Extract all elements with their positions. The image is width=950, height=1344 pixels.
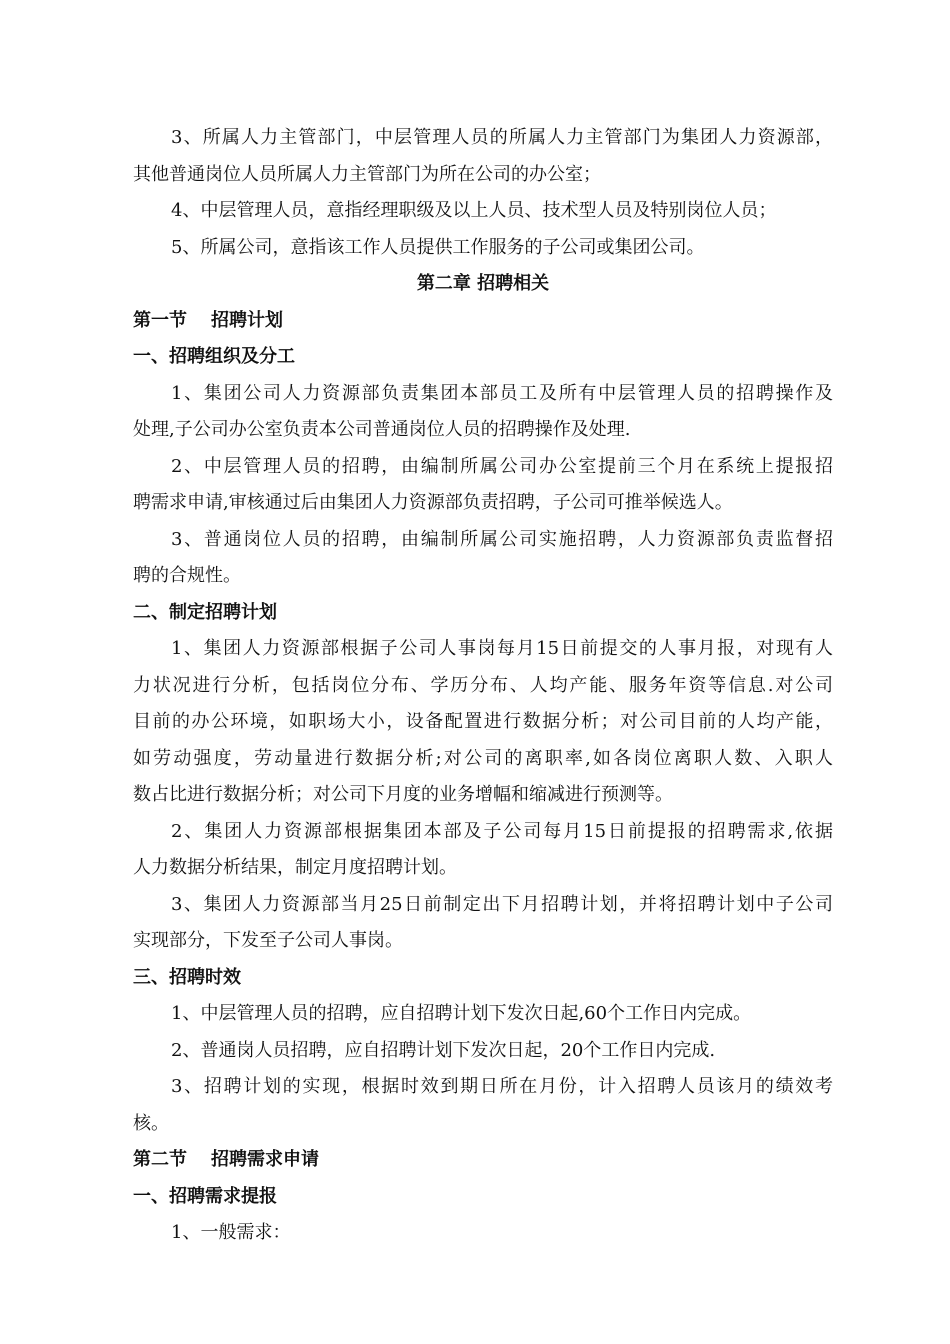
paragraph-line: 4、中层管理人员，意指经理职级及以上人员、技术型人员及特别岗位人员； [171,200,777,221]
paragraph-line: 处理,子公司办公室负责本公司普通岗位人员的招聘操作及处理. [133,419,631,440]
paragraph-line: 人力数据分析结果，制定月度招聘计划。 [133,857,457,878]
section-heading [133,1142,833,1179]
paragraph-line: 聘的合规性。 [133,565,241,586]
paragraph-line: 3、普通岗位人员的招聘，由编制所属公司实施招聘，人力资源部负责监督招 [171,528,833,550]
subsection-heading: 二、制定招聘计划 [133,601,277,623]
paragraph-line: 聘需求申请,审核通过后由集团人力资源部负责招聘，子公司可推举候选人。 [133,492,733,513]
document-body [133,120,833,1252]
paragraph-line: 1、中层管理人员的招聘，应自招聘计划下发次日起,60个工作日内完成。 [171,1003,752,1024]
paragraph-line: 1、一般需求： [171,1222,291,1243]
section-number: 第一节 [133,309,187,331]
paragraph-line: 2、普通岗人员招聘，应自招聘计划下发次日起，20个工作日内完成. [171,1039,716,1061]
paragraph-line: 其他普通岗位人员所属人力主管部门为所在公司的办公室； [133,163,601,185]
section-heading [133,303,833,340]
paragraph-line: 2、中层管理人员的招聘，由编制所属公司办公室提前三个月在系统上提报招 [171,455,833,477]
chapter-title: 第二章 招聘相关 [416,273,550,294]
paragraph-line: 力状况进行分析，包括岗位分布、学历分布、人均产能、服务年资等信息.对公司 [133,674,833,696]
paragraph-line: 2、集团人力资源部根据集团本部及子公司每月15日前提报的招聘需求,依据 [171,820,833,842]
subsection-heading: 一、招聘需求提报 [133,1185,277,1207]
paragraph-line: 目前的办公环境，如职场大小，设备配置进行数据分析；对公司目前的人均产能， [133,711,833,732]
section-title: 招聘需求申请 [211,1149,319,1170]
section-number: 第二节 [133,1149,187,1170]
paragraph-line: 核。 [133,1112,169,1134]
subsection-heading: 一、招聘组织及分工 [133,346,295,367]
paragraph-line: 数占比进行数据分析；对公司下月度的业务增幅和缩减进行预测等。 [133,784,673,805]
paragraph-line: 3、集团人力资源部当月25日前制定出下月招聘计划，并将招聘计划中子公司 [171,893,833,915]
paragraph-line: 1、集团公司人力资源部负责集团本部员工及所有中层管理人员的招聘操作及 [171,382,833,404]
paragraph-line: 3、招聘计划的实现，根据时效到期日所在月份，计入招聘人员该月的绩效考 [171,1076,833,1097]
paragraph-line: 实现部分，下发至子公司人事岗。 [133,930,403,951]
paragraph-line: 如劳动强度，劳动量进行数据分析;对公司的离职率,如各岗位离职人数、入职人 [133,747,833,769]
paragraph-line: 3、所属人力主管部门，中层管理人员的所属人力主管部门为集团人力资源部， [171,127,833,148]
subsection-heading: 三、招聘时效 [133,966,241,988]
section-title: 招聘计划 [211,309,283,331]
paragraph-line: 5、所属公司，意指该工作人员提供工作服务的子公司或集团公司。 [171,236,705,258]
paragraph-line: 1、集团人力资源部根据子公司人事岗每月15日前提交的人事月报，对现有人 [171,638,833,659]
